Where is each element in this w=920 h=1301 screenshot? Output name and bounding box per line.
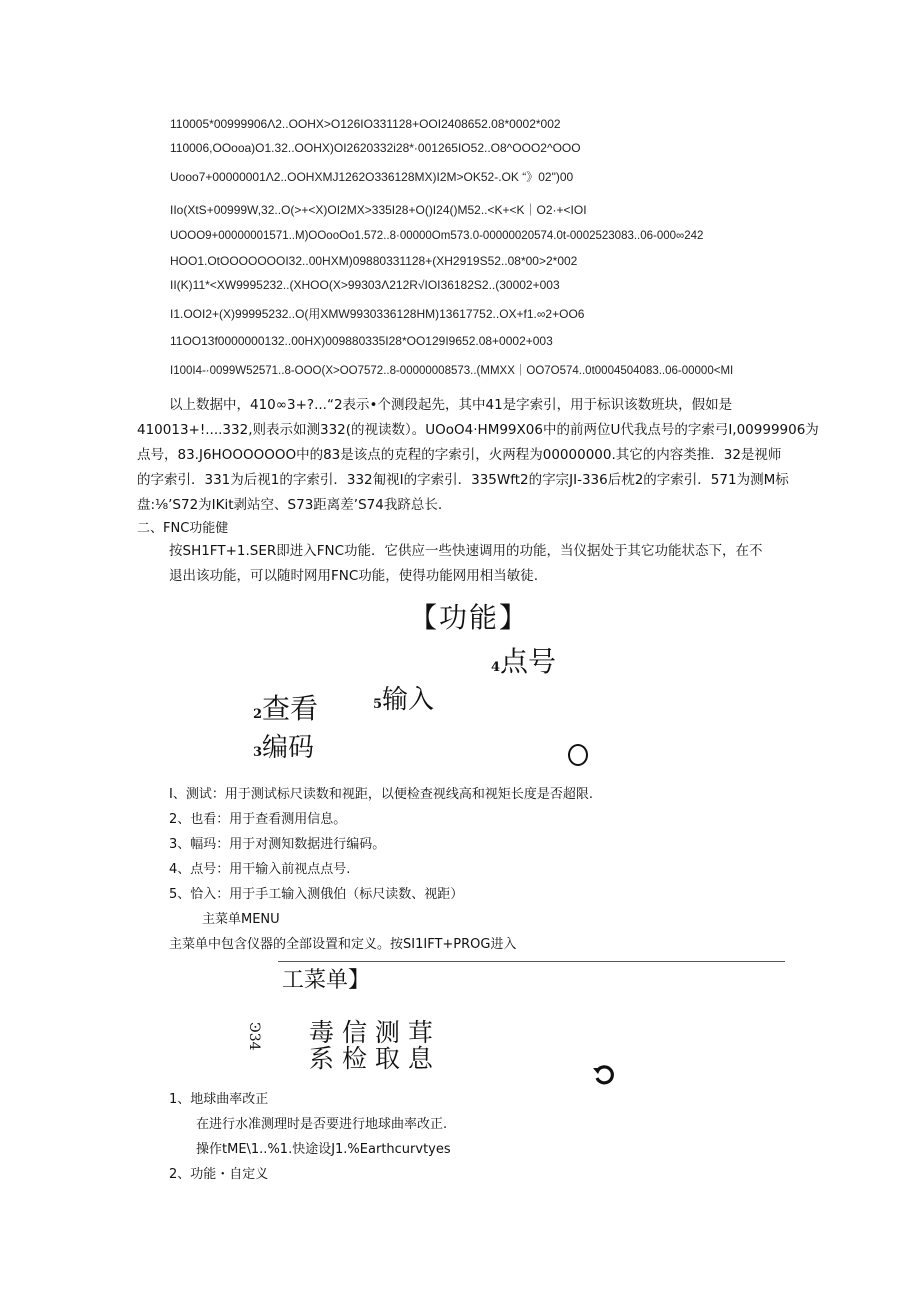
main-menu-row: 毒 信 测 茸 [309, 1018, 433, 1047]
paragraph-line: 盘:⅛’S72为IKit剥站空、S73距离差’S74我跻总长. [137, 497, 443, 513]
main-menu-screen-title: 工菜单】 [282, 968, 371, 993]
earth-curvature-heading: 1、地球曲率改正 [169, 1092, 269, 1107]
data-line: 110006,OOooa)O1.32..OOHX)OI2620332i28*·001265IO52..O8^OOO2^OOO [170, 141, 581, 155]
main-menu-row: 系 检 取 息 [309, 1044, 433, 1073]
paragraph-line: 点号，83.J6HOOOOOOO中的83是该点的克程的字索引，火两程为00000000.其它的内容类推．32是视师 [137, 447, 782, 463]
main-menu-description: 主菜单中包含仪器的全部设置和定义。按SI1IFT+PROG进入 [169, 937, 517, 952]
circle-icon [568, 744, 588, 766]
data-line: IIo(XtS+00999W,32..O(>+<X)OI2MX>335I28+O()I24()M52..<K+<K｜O2·+<IOI [170, 203, 587, 217]
fnc-item-num: 2 [253, 707, 263, 722]
list-item: I、测试：用于测试标尺读数和视距，以便检查视线高和视矩长度是否超限. [169, 787, 593, 802]
fnc-item-num: 3 [253, 745, 263, 760]
paragraph-line: 以上数据中，410∞3+?...“2表示•个测段起先，其中41是字索引，用于标识该数班块，假如是 [169, 397, 733, 413]
earth-curvature-description: 在进行水准测理时是否要进行地球曲率改正. [196, 1117, 448, 1132]
paragraph-line: 410013+!....332,则表示如测332(的视读数）。UOoO4·HM99X06中的前两位U代我点号的字索弓I,00999906为 [137, 422, 819, 438]
paragraph-line: 退出该功能，可以随时网用FNC功能，使得功能网用相当敏徒. [169, 568, 539, 584]
main-menu-heading: 主菜单MENU [202, 912, 280, 927]
fnc-item-label: 查看 [262, 692, 319, 725]
divider [278, 961, 785, 962]
fnc-item-input [373, 679, 434, 716]
data-line: Uooo7+00000001Λ2..OOHXMJ1262O336128MX)I2M>OK52-.OK “》02")00 [170, 170, 574, 184]
earth-curvature-operation: 操作tME\1..%1.快途设J1.%Earthcurvtyes [196, 1142, 451, 1157]
data-line: 110005*00999906Λ2..OOHX>O126IO331128+OOI2408652.08*0002*002 [170, 117, 561, 131]
refresh-icon [592, 1063, 618, 1087]
data-line: HOO1.OtOOOOOOOI32..00HXM)09880331128+(XH2919S52..08*00>2*002 [170, 254, 578, 268]
fnc-item-point-number [491, 640, 556, 680]
list-item: 2、也看：用于查看测用信息。 [169, 812, 347, 827]
fnc-item-label: 编码 [262, 733, 315, 763]
fnc-item-num: 5 [373, 697, 383, 712]
function-custom-heading: 2、功能・自定义 [169, 1167, 269, 1182]
list-item: 5、恰入：用于手工输入测俄伯（标尺读数、视距） [169, 887, 464, 902]
data-line: II(K)11*<XW9995232..(XHOO(X>99303Λ212R√IOI36182S2..(30002+003 [170, 278, 560, 292]
paragraph-line: 按SH1FT+1.SER即进入FNC功能．它供应一些快速调用的功能，当仪据处于其它功能状态下，在不 [169, 543, 763, 559]
paragraph-line: 的字索引．331为后视1的字索引．332匍视I的字索引．335Wft2的字宗JI-336后枕2的字索引．571为测M标 [137, 472, 789, 488]
fnc-item-num: 4 [491, 660, 501, 675]
main-menu-side-digits: Ͽ34 [246, 1022, 262, 1051]
list-item: 3、幅玛：用于对测知数据进行编码。 [169, 837, 386, 852]
data-line: UOOO9+00000001571..M)OOooOo1.572..8·00000Om573.0-00000020574.0t-0002523083..06-000∞242 [170, 230, 704, 242]
fnc-item-code [253, 727, 315, 763]
fnc-item-label: 输入 [382, 685, 435, 715]
fnc-item-label: 点号 [500, 645, 557, 678]
data-line: 11OO13f0000000132..00HX)009880335I28*OO129I9652.08+0002+003 [170, 334, 553, 348]
data-line: I100I4-·0099W52571..8-OOO(X>OO7572..8-00000008573..(MMXX｜OO7O574..0t0004504083..06-00000<MI [170, 365, 734, 377]
fnc-menu-title: 【功能】 [409, 601, 530, 634]
list-item: 4、点号：用干输入前视点点号. [169, 862, 351, 877]
data-line: I1.OOI2+(X)99995232..O(用XMW9930336128HM)13617752..OX+f1.∞2+OO6 [170, 307, 585, 321]
fnc-item-view [253, 687, 318, 727]
section-heading-fnc: 二、FNC功能健 [137, 521, 229, 536]
